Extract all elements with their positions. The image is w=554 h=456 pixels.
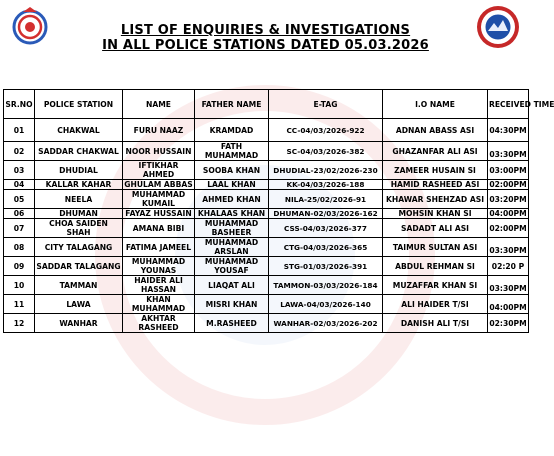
father-name-cell: MUHAMMAD ARSLAN <box>195 238 269 257</box>
received-time-cell: 02:00PM <box>488 219 529 238</box>
column-header-father-name: FATHER NAME <box>195 90 269 119</box>
e-tag-cell: DHUDIAL-23/02/2026-230 <box>269 161 383 180</box>
name-cell: KHAN MUHAMMAD <box>123 295 195 314</box>
name-cell: AKHTAR RASHEED <box>123 314 195 333</box>
police-station-cell: SADDAR TALAGANG <box>35 257 123 276</box>
father-name-cell: MUHAMMAD BASHEER <box>195 219 269 238</box>
table-row <box>4 314 529 333</box>
sr-no-cell: 01 <box>4 119 35 142</box>
sr-no-cell: 06 <box>4 209 35 219</box>
sr-no-cell: 09 <box>4 257 35 276</box>
table-row <box>4 238 529 257</box>
enquiries-table <box>3 89 554 333</box>
name-cell: MUHAMMAD YOUNAS <box>123 257 195 276</box>
father-name-cell: KRAMDAD <box>195 119 269 142</box>
police-station-cell: CHOA SAIDEN SHAH <box>35 219 123 238</box>
police-station-cell: LAWA <box>35 295 123 314</box>
table-row <box>4 142 529 161</box>
father-name-cell: MUHAMMAD YOUSAF <box>195 257 269 276</box>
e-tag-cell: NILA-25/02/2026-91 <box>269 190 383 209</box>
name-cell: IFTIKHAR AHMED <box>123 161 195 180</box>
table-header-row <box>4 90 529 119</box>
table-row <box>4 180 529 190</box>
police-station-cell: DHUDIAL <box>35 161 123 180</box>
sr-no-cell: 07 <box>4 219 35 238</box>
father-name-cell: AHMED KHAN <box>195 190 269 209</box>
io-name-cell: TAIMUR SULTAN ASI <box>383 238 488 257</box>
e-tag-cell: CSS-04/03/2026-377 <box>269 219 383 238</box>
e-tag-cell: CC-04/03/2026-922 <box>269 119 383 142</box>
received-time-cell: 03:30PM <box>488 142 529 161</box>
father-name-cell: SOOBA KHAN <box>195 161 269 180</box>
received-time-cell: 03:00PM <box>488 161 529 180</box>
column-header-police-station: POLICE STATION <box>35 90 123 119</box>
father-name-cell: M.RASHEED <box>195 314 269 333</box>
document-title-line-2: IN ALL POLICE STATIONS DATED 05.03.2026 <box>102 38 429 53</box>
table-row <box>4 276 529 295</box>
io-name-cell: GHAZANFAR ALI ASI <box>383 142 488 161</box>
police-station-cell: NEELA <box>35 190 123 209</box>
name-cell: HAIDER ALI HASSAN <box>123 276 195 295</box>
name-cell: NOOR HUSSAIN <box>123 142 195 161</box>
table-row <box>4 119 529 142</box>
io-name-cell: KHAWAR SHEHZAD ASI <box>383 190 488 209</box>
name-cell: FURU NAAZ <box>123 119 195 142</box>
io-name-cell: SADADT ALI ASI <box>383 219 488 238</box>
received-time-cell: 02:00PM <box>489 180 527 189</box>
father-name-cell: LIAQAT ALI <box>195 276 269 295</box>
received-time-cell: 04:30PM <box>488 119 529 142</box>
column-header-sr-no: SR.NO <box>4 90 35 119</box>
e-tag-cell: LAWA-04/03/2026-140 <box>269 295 383 314</box>
sr-no-cell: 10 <box>4 276 35 295</box>
sr-no-cell: 11 <box>4 295 35 314</box>
father-name-cell: LAAL KHAN <box>195 180 269 190</box>
e-tag-cell: CTG-04/03/2026-365 <box>269 238 383 257</box>
father-name-cell: KHALAAS KHAN <box>195 209 269 219</box>
table-row <box>4 219 529 238</box>
police-station-cell: KALLAR KAHAR <box>35 180 123 190</box>
column-header-name: NAME <box>123 90 195 119</box>
name-cell: FATIMA JAMEEL <box>123 238 195 257</box>
e-tag-cell: KK-04/03/2026-188 <box>269 180 383 190</box>
column-header-e-tag: E-TAG <box>269 90 383 119</box>
e-tag-cell: DHUMAN-02/03/2026-162 <box>269 209 383 219</box>
sr-no-cell: 12 <box>4 314 35 333</box>
father-name-cell: FATH MUHAMMAD <box>195 142 269 161</box>
sr-no-cell: 03 <box>4 161 35 180</box>
received-time-cell: 03:20PM <box>488 190 529 209</box>
police-station-cell: CITY TALAGANG <box>35 238 123 257</box>
table-row <box>4 161 529 180</box>
police-station-cell: TAMMAN <box>35 276 123 295</box>
table-row <box>4 257 529 276</box>
name-cell: AMANA BIBI <box>123 219 195 238</box>
name-cell: GHULAM ABBAS <box>124 180 193 189</box>
name-cell: MUHAMMAD KUMAIL <box>123 190 195 209</box>
io-name-cell: ZAMEER HUSAIN SI <box>383 161 488 180</box>
io-name-cell: MOHSIN KHAN SI <box>383 209 488 219</box>
io-name-cell: ALI HAIDER T/SI <box>383 295 488 314</box>
sr-no-cell: 05 <box>4 190 35 209</box>
io-name-cell: DANISH ALI T/SI <box>383 314 488 333</box>
table-row <box>4 190 529 209</box>
police-station-cell: WANHAR <box>35 314 123 333</box>
io-name-cell: MUZAFFAR KHAN SI <box>383 276 488 295</box>
sr-no-cell: 04 <box>4 180 35 190</box>
name-cell: FAYAZ HUSSAIN <box>123 209 195 219</box>
table-row <box>4 295 529 314</box>
police-station-cell: DHUMAN <box>35 209 123 219</box>
e-tag-cell: SC-04/03/2026-382 <box>269 142 383 161</box>
io-name-cell: HAMID RASHEED ASI <box>383 180 488 190</box>
document-title-line-1: LIST OF ENQUIRIES & INVESTIGATIONS <box>120 23 411 38</box>
sr-no-cell: 08 <box>4 238 35 257</box>
io-name-cell: ADNAN ABASS ASI <box>383 119 488 142</box>
e-tag-cell: STG-01/03/2026-391 <box>269 257 383 276</box>
sr-no-cell: 02 <box>4 142 35 161</box>
father-name-cell: MISRI KHAN <box>195 295 269 314</box>
received-time-cell: 03:30PM <box>488 238 529 257</box>
column-header-io-name: I.O NAME <box>383 90 488 119</box>
received-time-cell: 02:20 P <box>488 257 529 276</box>
column-header-received-time: RECEIVED TIME <box>488 90 529 119</box>
table-row <box>4 209 529 219</box>
received-time-cell: 04:00PM <box>488 295 529 314</box>
police-station-cell: SADDAR CHAKWAL <box>35 142 123 161</box>
received-time-cell: 03:30PM <box>488 276 529 295</box>
io-name-cell: ABDUL REHMAN SI <box>383 257 488 276</box>
received-time-cell: 04:00PM <box>489 209 527 218</box>
received-time-cell: 02:30PM <box>488 314 529 333</box>
e-tag-cell: WANHAR-02/03/2026-202 <box>269 314 383 333</box>
e-tag-cell: TAMMON-03/03/2026-184 <box>269 276 383 295</box>
police-station-cell: CHAKWAL <box>35 119 123 142</box>
